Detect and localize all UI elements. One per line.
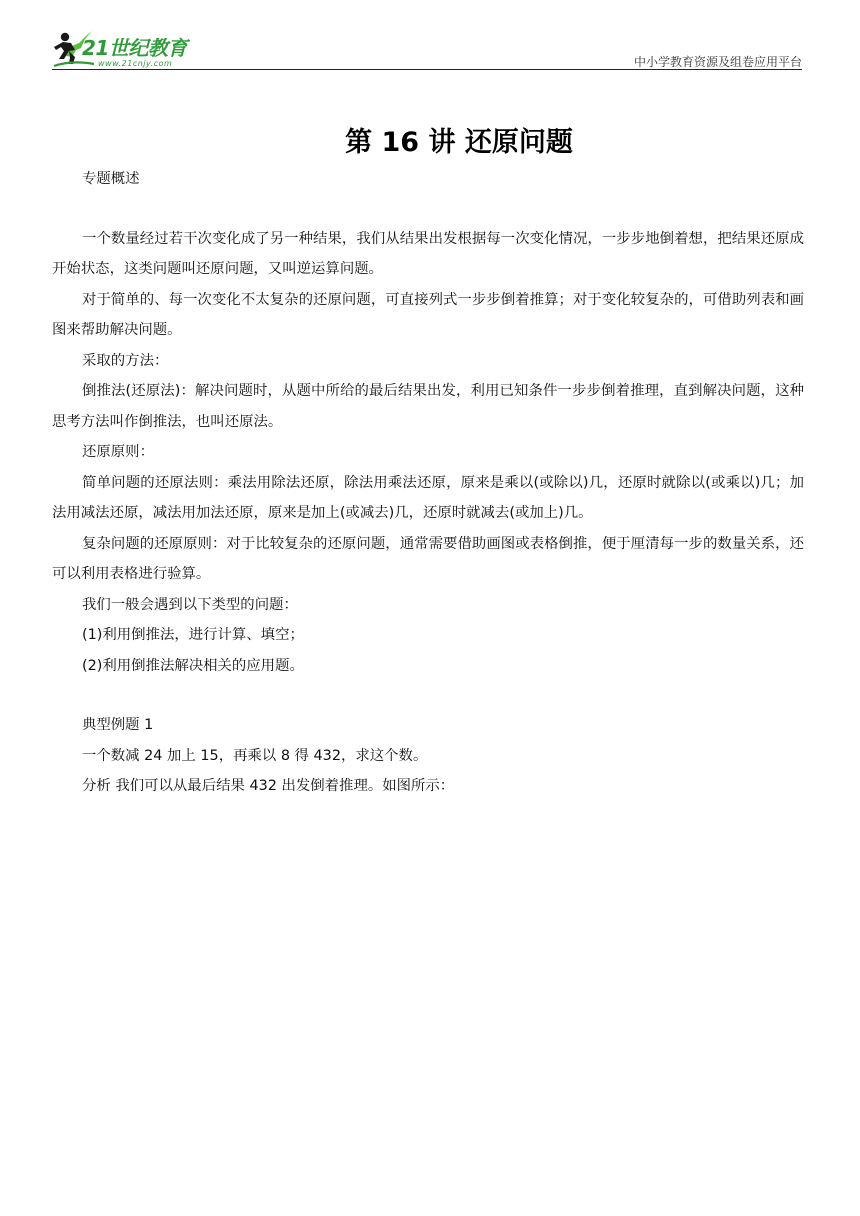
example-heading: 典型例题 1 bbox=[82, 717, 154, 733]
logo-url: www.21cnjy.com bbox=[98, 59, 173, 68]
logo bbox=[52, 26, 232, 70]
page-header bbox=[52, 26, 802, 70]
paragraph: 采取的方法： bbox=[82, 352, 169, 369]
paragraph: 简单问题的还原法则：乘法用除法还原，除法用乘法还原，原来是乘以(或除以)几，还原时就除以(或乘以)几；加法用减法还原，减法用加法还原，原来是加上(或减去)几，还原时就减去(或加上)几。 bbox=[52, 474, 804, 521]
spacer bbox=[52, 195, 804, 224]
paragraph: 还原原则： bbox=[82, 444, 154, 460]
list-item: (2)利用倒推法解决相关的应用题。 bbox=[82, 657, 304, 674]
paragraph: 一个数量经过若干次变化成了另一种结果，我们从结果出发根据每一次变化情况，一步步地倒着想，把结果还原成开始状态，这类问题叫还原问题，又叫逆运算问题。 bbox=[52, 230, 804, 277]
header-tagline: 中小学教育资源及组卷应用平台 bbox=[633, 55, 802, 69]
paragraph: 倒推法(还原法)：解决问题时，从题中所给的最后结果出发，利用已知条件一步步倒着推理，直到解决问题，这种思考方法叫作倒推法，也叫还原法。 bbox=[52, 383, 804, 430]
paragraph: 复杂问题的还原原则：对于比较复杂的还原问题，通常需要借助画图或表格倒推，便于厘清每一步的数量关系，还可以利用表格进行验算。 bbox=[52, 535, 804, 582]
example-question: 一个数减 24 加上 15，再乘以 8 得 432，求这个数。 bbox=[82, 747, 428, 764]
logo-text: 21世纪教育 bbox=[82, 36, 187, 60]
paragraph: 我们一般会遇到以下类型的问题： bbox=[82, 596, 298, 613]
example-analysis: 分析 我们可以从最后结果 432 出发倒着推理。如图所示： bbox=[82, 778, 455, 794]
section-heading-overview: 专题概述 bbox=[82, 171, 140, 187]
header-divider bbox=[52, 69, 802, 70]
page-title: 第 16 讲 还原问题 bbox=[345, 127, 573, 158]
paragraph: 对于简单的、每一次变化不太复杂的还原问题，可直接列式一步步倒着推算；对于变化较复杂的，可借助列表和画图来帮助解决问题。 bbox=[52, 291, 804, 338]
spacer bbox=[52, 681, 804, 710]
list-item: (1)利用倒推法，进行计算、填空； bbox=[82, 627, 304, 643]
document-body bbox=[52, 164, 804, 802]
